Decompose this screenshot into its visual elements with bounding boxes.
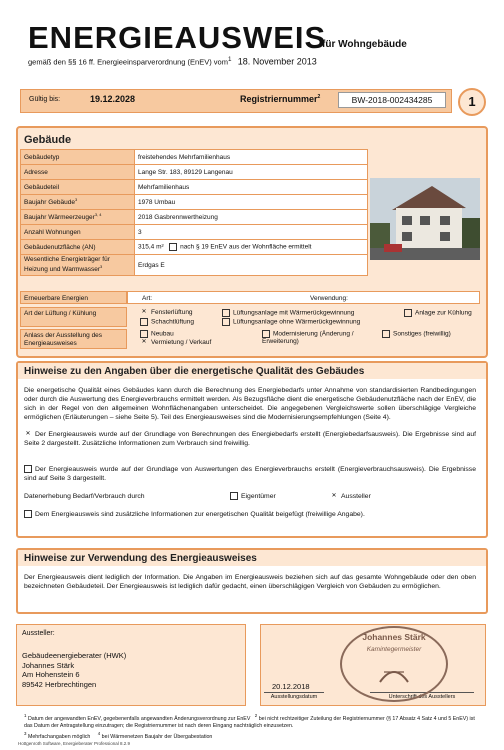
erneuerbare-label: Erneuerbare Energien (20, 291, 127, 304)
aussteller-address: Gebäudeenergieberater (HWK) Johannes Stärk Am Hohenstein 6 89542 Herbrechtingen (22, 651, 127, 689)
hinweise-option-verbrauch[interactable]: Der Energieausweis wurde auf der Grundlage von Auswertungen des Energieverbrauchs erstellt (Energieverbrauchsausweis). Die Ergebnisse sind auf Seite 3 dargestellt. (24, 466, 476, 482)
lueftung-label: Art der Lüftung / Kühlung (20, 307, 127, 327)
valid-until-date: 19.12.2028 (90, 94, 136, 104)
stamp-seal: Johannes Stärk Kamintegermeister (340, 626, 448, 702)
hinweise-option-bedarf[interactable]: ✕ Der Energieausweis wurde auf der Grundlage von Berechnungen des Energiebedarfs erstellt (Energiebedarfsausweis). Die Ergebnisse sind auf Seite 2 dargestellt. Zusätzliche Informationen zum Verbrauch sind freiwillig. (24, 431, 476, 447)
opt-vermietung[interactable]: ✕ Vermietung / Verkauf (141, 339, 212, 346)
opt-neubau[interactable]: Neubau (140, 330, 174, 338)
table-row: Anzahl Wohnungen 3 (21, 225, 368, 240)
reg-label: Registriernummer$^2$ (240, 94, 321, 104)
table-row: Gebäudetyp freistehendes Mehrfamilienhaus (21, 150, 368, 165)
hinweise-heading: Hinweise zu den Angaben über die energetische Qualität des Gebäudes (24, 366, 365, 377)
verwendung-text: Der Energieausweis dient lediglich der Information. Die Angaben im Energieausweis beziehen sich auf das gesamte Wohngebäude oder den oben bezeichneten Gebäudeteil. Der Energieausweis ist lediglich dafür gedacht, einen überschlägigen Vergleich von Gebäuden zu ermöglichen. (24, 574, 476, 590)
opt-eigentuemer[interactable]: Eigentümer (230, 492, 276, 501)
hinweise-option-zusatz[interactable]: Dem Energieausweis sind zusätzliche Informationen zur energetischen Qualität beigefügt (freiwillige Angabe). (24, 510, 476, 519)
issue-date: 20.12.2018 (272, 682, 310, 691)
table-row: Baujahr Gebäude$^3$ 1978 Umbau (21, 195, 368, 210)
gebaeude-heading: Gebäude (24, 134, 72, 146)
opt-lueftung-mit-wrg[interactable]: Lüftungsanlage mit Wärmerückgewinnung (222, 309, 354, 317)
valid-until-label: Gültig bis: (29, 96, 61, 103)
page-subtitle: für Wohngebäude (322, 39, 407, 50)
opt-aussteller[interactable]: ✕ Aussteller (331, 493, 371, 500)
datenerhebung-label: Datenerhebung Bedarf/Verbrauch durch (24, 493, 145, 500)
nutzflaeche-checkbox[interactable] (169, 243, 177, 251)
table-row: Adresse Lange Str. 183, 89129 Langenau (21, 165, 368, 180)
page-title: ENERGIEAUSWEIS (28, 20, 327, 55)
table-row: Wesentliche Energieträger für Heizung und Warmwasser$^3$ Erdgas E (21, 255, 368, 276)
table-row: Baujahr Wärmeerzeuger$^{3, 4}$ 2018 Gasbrennwertheizung (21, 210, 368, 225)
software-credit: Hottgenroth Software, Energieberater Professional 8.2.9 (18, 741, 131, 746)
hinweise-paragraph: Die energetische Qualität eines Gebäudes kann durch die Berechnung des Energiebedarfs unter Annahme von standardisierten Randbedingungen oder durch die Auswertung des Energieverbrauchs ermittelt werden. Als Bezugsfläche dient die energetische Gebäudenutzfläche nach der EnEV, die sich in der Regel von den allgemeinen Wohnflächenangaben unterscheidet. Die angegebenen Vergleichswerte sollen überschlägige Vergleiche ermöglichen (Erläuterungen – siehe Seite 5). Teil des Energieausweises sind die Modernisierungsempfehlungen (Seite 4). (24, 387, 476, 421)
building-photo (370, 178, 480, 260)
opt-kuehlung[interactable]: Anlage zur Kühlung (404, 309, 474, 317)
opt-modernisierung[interactable]: Modernisierung (Änderung / Erweiterung) (262, 330, 354, 345)
opt-sonstiges[interactable]: Sonstiges (freiwillig) (382, 330, 452, 338)
issue-date-label: Ausstellungsdatum (264, 692, 324, 700)
verwendung-heading: Hinweise zur Verwendung des Energieausweises (24, 553, 257, 564)
table-row: Gebäudenutzfläche (AN) 315,4 m² nach § 19 EnEV aus der Wohnfläche ermittelt (21, 240, 368, 255)
gebaeude-table (20, 149, 368, 276)
signature-label: Unterschrift des Ausstellers (370, 692, 474, 700)
page-number-badge: 1 (458, 88, 486, 116)
anlass-label: Anlass der Ausstellung des Energieausweises (20, 329, 127, 349)
table-row: Gebäudeteil Mehrfamilienhaus (21, 180, 368, 195)
law-reference: gemäß den §§ 16 ff. Energieeinsparverordnung (EnEV) vom$^1$ 18. November 2013 (28, 56, 317, 67)
reg-number-field: BW-2018-002434285 (338, 92, 446, 108)
opt-fensterlueftung[interactable]: ✕ Fensterlüftung (141, 309, 193, 316)
footnotes: $^1$ Datum der angewandten EnEV, gegebenenfalls angewandten Änderungsverordnung zur EnEV $^2$ bei nicht rechtzeitiger Zuteilung der Registriernummer (§ 17 Absatz 4 Satz 4 und 5 EnEV) ist das Datum der Antragstellung einzutragen; die Registriernummer ist nach deren Eingang nachträglich einzusetzen. $^3$ Mehrfachangaben möglich $^4$ bei Wärmenetzen Baujahr der Übergabestation (24, 713, 475, 740)
opt-lueftung-ohne-wrg[interactable]: Lüftungsanlage ohne Wärmerückgewinnung (222, 318, 360, 326)
aussteller-label: Aussteller: (22, 630, 55, 637)
erneuerbare-field: Art: Verwendung: (127, 291, 480, 304)
opt-schachtlueftung[interactable]: Schachtlüftung (140, 318, 194, 326)
